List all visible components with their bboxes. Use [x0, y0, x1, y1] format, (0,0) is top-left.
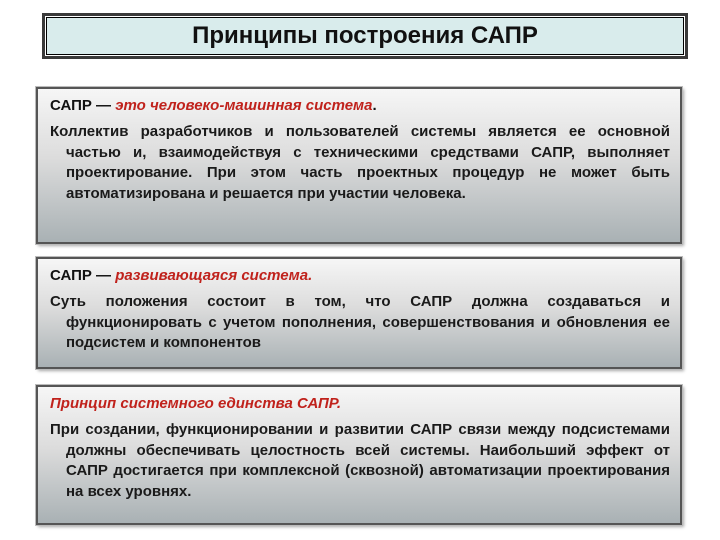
heading-prefix: САПР — [50, 97, 116, 114]
principle-panel-human-machine [36, 87, 682, 244]
body-first-line: Коллектив разработчиков и пользователей системы является ее [50, 123, 586, 140]
principle-body [50, 420, 670, 502]
principle-body [50, 122, 670, 204]
principle-heading [50, 267, 670, 284]
principle-body [50, 292, 670, 354]
heading-emphasis: это человеко-машинная система [115, 97, 373, 114]
heading-prefix: САПР — [50, 267, 116, 284]
body-rest: основной частью и, взаимодействуя с техническими средствами САПР, выполняет проектирование. При этом часть проектных процедур не может быть автоматизирована и решается при участии человека. [66, 123, 670, 202]
heading-suffix: . [372, 97, 377, 114]
principle-panel-developing [36, 257, 682, 369]
principle-heading: Принцип системного единства САПР. [50, 395, 342, 412]
body-rest: функционировать с учетом пополнения, совершенствования и обновления ее подсистем и компонентов [66, 313, 670, 351]
body-first-line: Суть положения состоит в том, что САПР должна создаваться и [50, 293, 670, 310]
heading-emphasis: развивающаяся система. [115, 267, 313, 284]
page-title: Принципы построения САПР [192, 22, 538, 49]
title-box [42, 13, 688, 59]
principle-panel-system-unity [36, 385, 682, 525]
principle-heading [50, 97, 670, 114]
body-rest: подсистемами должны обеспечивать целостность всей системы. Наибольший эффект от САПР достигается при комплексной (сквозной) автоматизации проектирования на всех уровнях. [66, 421, 670, 500]
body-first-line: При создании, функционировании и развитии САПР связи между [50, 421, 556, 438]
